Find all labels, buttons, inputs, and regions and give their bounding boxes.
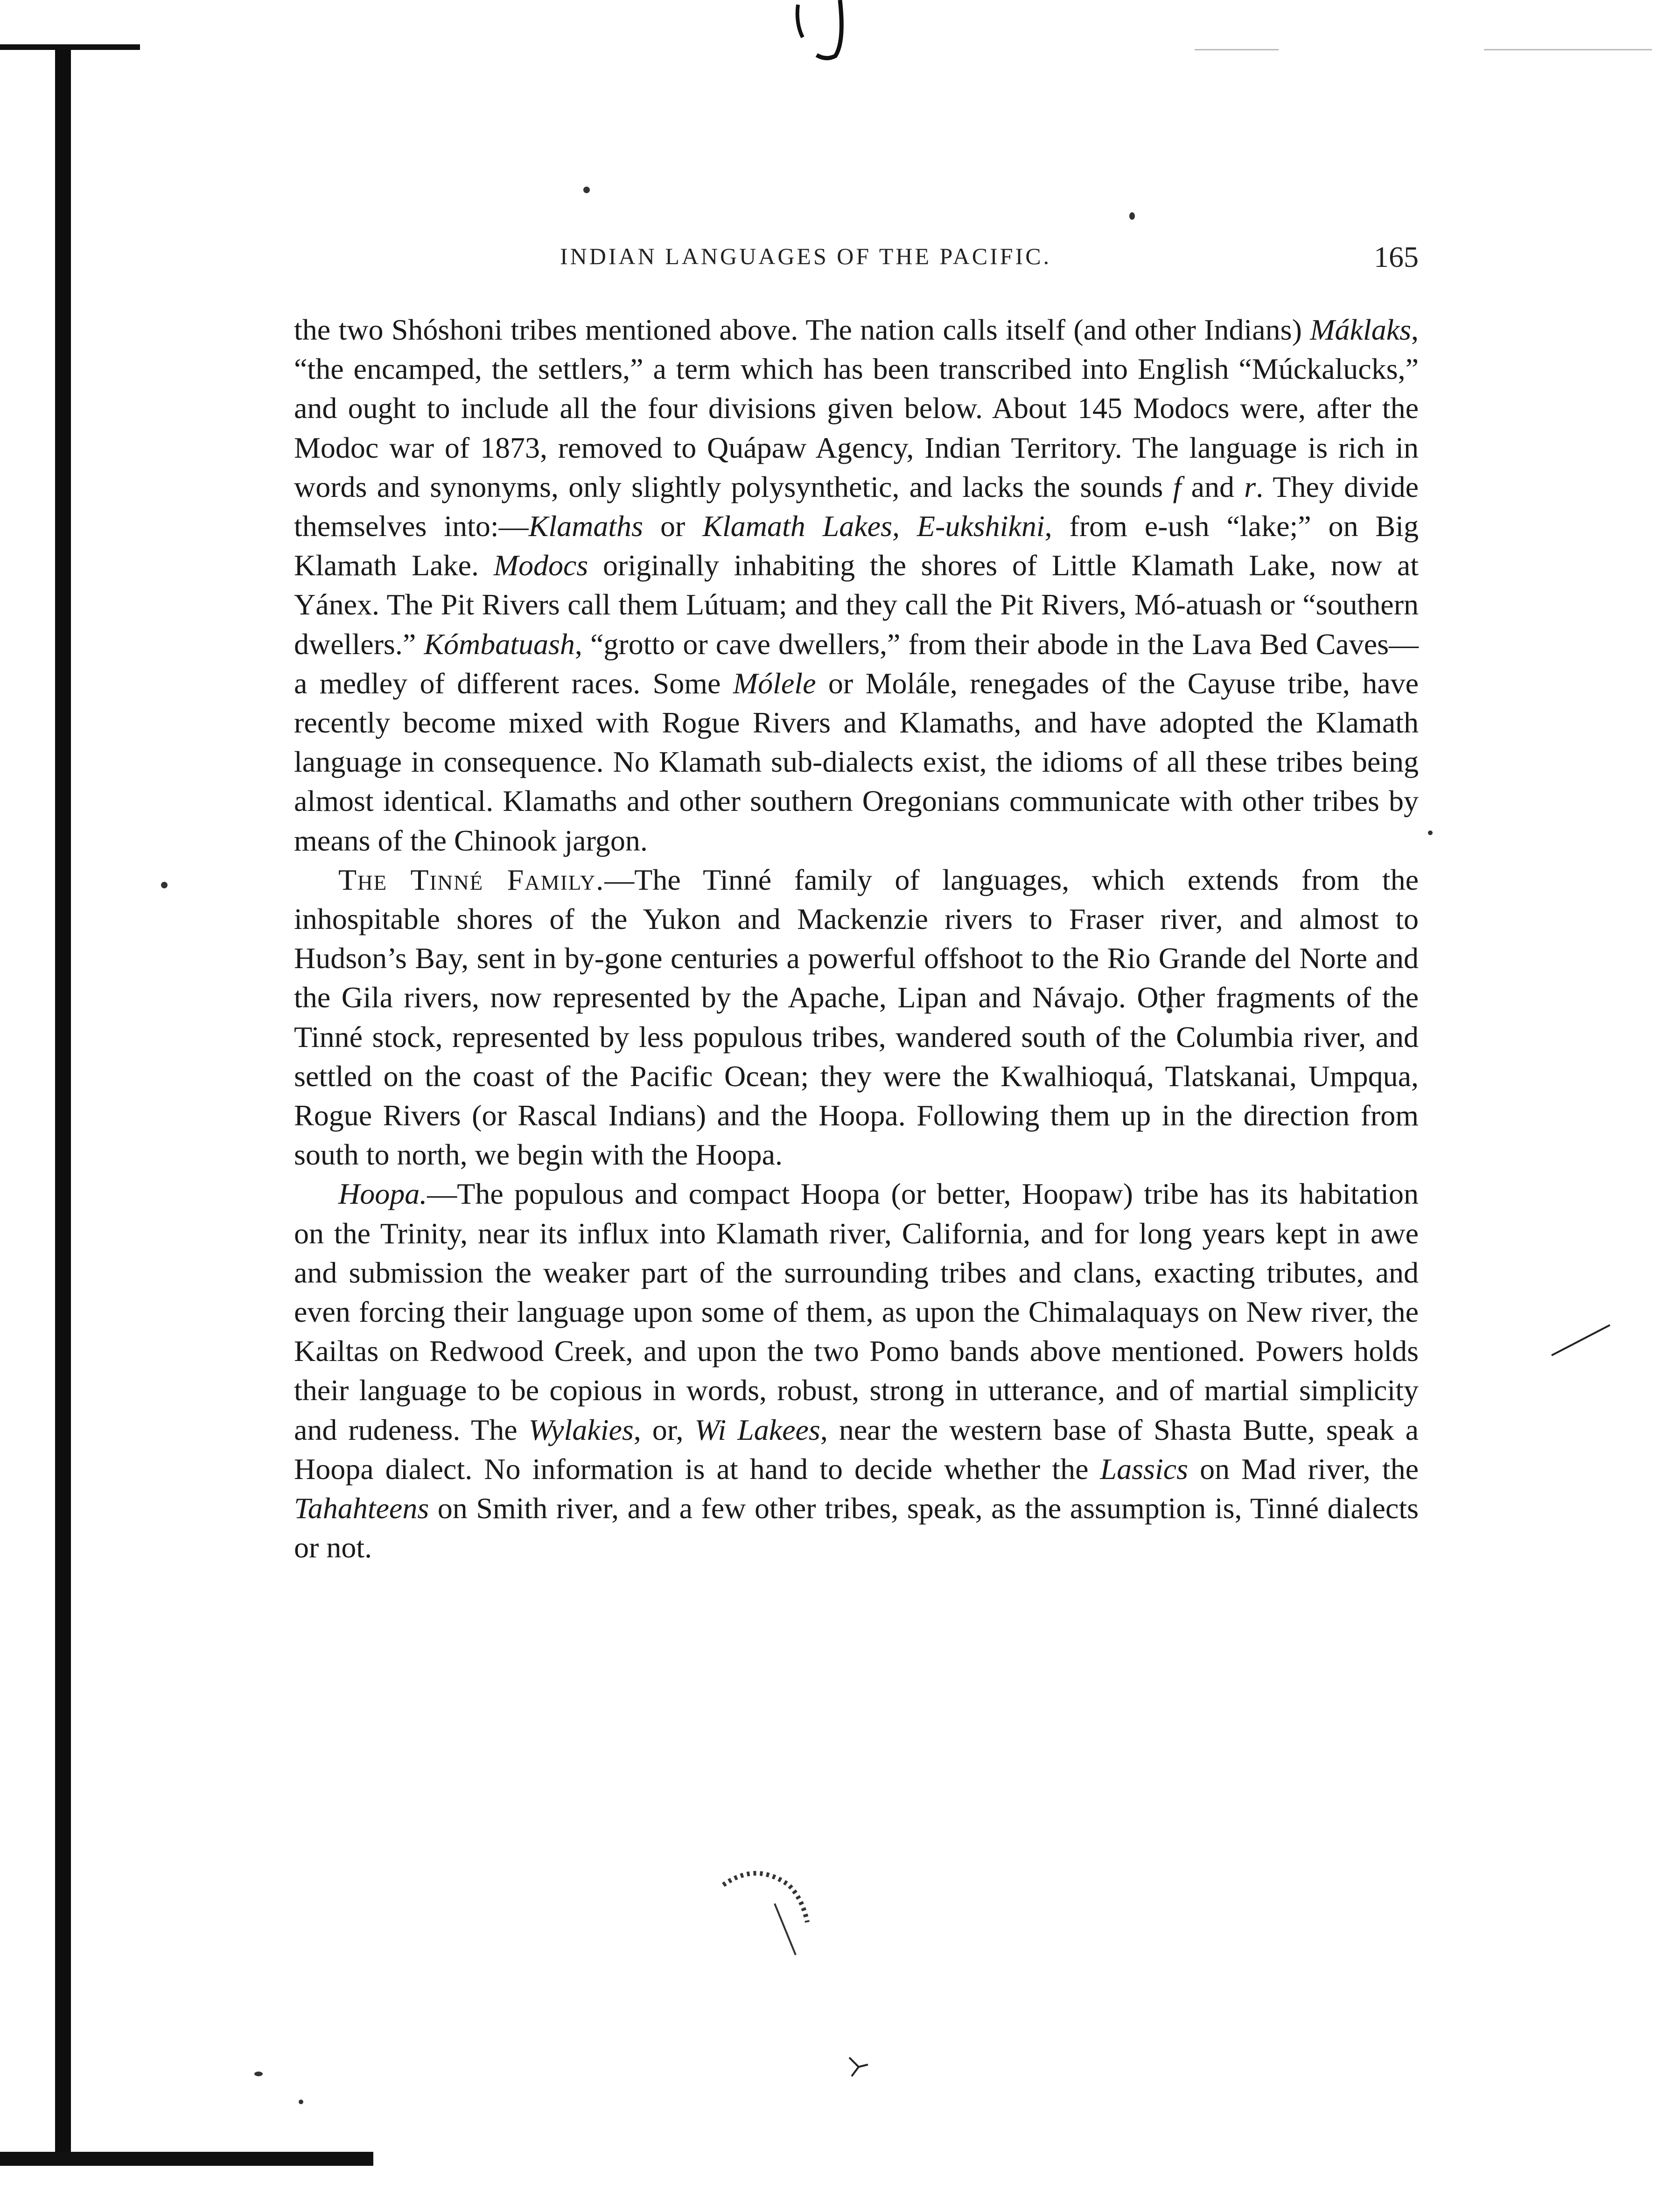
scan-stroke-right [1549,1320,1615,1358]
text-run: . They divide themselves into:— [294,470,1419,543]
italic-term: f [1173,470,1182,503]
text-run: and [1181,470,1245,503]
text-run: or Molále, renegades of the Cayuse tribe, have recently become mixed with Rogue Rivers and Klamaths, and have adopted the Klamath language in consequence. No Klamath sub-dialects exist, the idioms of all these tribes being almost identical. Klamaths and other southern Oregonians communicate with other tribes by means of the Chinook jargon. [294,666,1419,857]
italic-term: Klamath Lakes, E-ukshikni [702,509,1045,543]
scan-speck [583,187,590,193]
text-run: the two Shóshoni tribes mentioned above. The nation calls itself (and other Indians) [294,313,1310,346]
scan-speck [161,882,168,888]
scan-speck [1129,212,1135,220]
scan-top-edge [0,44,140,50]
text-run: , “the encamped, the settlers,” a term which has been transcribed into English “Múckalucks,” and ought to include all the four divisions given below. About 145 Modocs were, after the Modoc war of 1873, removed to Quápaw Agency, Indian Territory. The language is rich in words and synonyms, only slightly polysynthetic, and lacks the sounds [294,313,1419,503]
italic-term: Lassics [1100,1452,1189,1486]
text-run: , or, [633,1413,695,1446]
italic-term: Tahahteens [294,1492,429,1525]
running-header-title: INDIAN LANGUAGES OF THE PACIFIC. [560,243,1052,269]
body-text [294,310,1419,1568]
italic-term: Wylakies [528,1413,634,1446]
text-run: , from e-ush “lake;” on Big Klamath Lake. [294,509,1419,582]
scan-binding-edge [55,44,71,2163]
paragraph-modocs [294,310,1419,860]
italic-term: Modocs [493,549,588,582]
italic-term: Kómbatuash [424,627,575,661]
text-run: —The populous and compact Hoopa (or better, Hoopaw) tribe has its habitation on the Trinity, near its influx into Klamath river, California, and for long years kept in awe and submission the weaker part of the surrounding tribes and clans, exacting tributes, and even forcing their language upon some of them, as upon the Chimalaquays on New river, the Kailtas on Redwood Creek, and upon the two Pomo bands above mentioned. Powers holds their language to be copious in words, robust, strong in utterance, and of martial simplicity and rudeness. The [294,1177,1419,1446]
italic-term: r [1244,470,1256,503]
italic-term: Wi Lakees [694,1413,820,1446]
running-header [560,240,1419,285]
text-run: —The Tinné family of languages, which extends from the inhospitable shores of the Yukon and Mackenzie rivers to Fraser river, and almost to Hudson’s Bay, sent in by-gone centuries a powerful offshoot to the Rio Grande del Norte and the Gila rivers, now represented by the Apache, Lipan and Návajo. Other fragments of the Tinné stock, represented by less populous tribes, wandered south of the Columbia river, and settled on the coast of the Pacific Ocean; they were the Kwalhioquá, Tlatskanai, Umpqua, Rogue Rivers (or Rascal Indians) and the Hoopa. Following them up in the direction from south to north, we begin with the Hoopa. [294,863,1419,1172]
text-run: originally inhabiting the shores of Little Klamath Lake, now at Yánex. The Pit Rivers call them Lútuam; and they call the Pit Rivers, Mó-atuash or “southern dwellers.” [294,549,1419,661]
text-run: on Smith river, and a few other tribes, speak, as the assumption is, Tinné dialects or not. [294,1492,1419,1564]
printer-ornament [714,1866,821,1960]
text-run: , “grotto or cave dwellers,” from their abode in the Lava Bed Caves—a medley of different races. Some [294,627,1419,700]
text-run: on Mad river, the [1188,1452,1419,1486]
text-run: or [643,509,703,543]
italic-term: Klamaths [528,509,644,543]
scan-top-rule [1195,49,1279,50]
text-run: , near the western base of Shasta Butte, speak a Hoopa dialect. No information is at hand to decide whether the [294,1413,1419,1486]
scan-speck [299,2100,303,2104]
italic-term: Mólele [733,666,816,700]
paragraph-hoopa [294,1174,1419,1567]
scan-top-rule [1484,49,1652,50]
scan-mark-bottom [845,2053,873,2081]
italic-term: Máklaks [1310,313,1411,346]
scan-mark-top [770,0,863,65]
paragraph-tinne-family [294,860,1419,1175]
section-heading: The Tinné Family. [338,863,605,896]
scan-speck [1428,830,1433,835]
scan-bottom-edge [0,2152,373,2166]
page-number: 165 [1374,240,1419,273]
scan-speck [254,2072,263,2076]
italic-term: Hoopa. [338,1177,427,1211]
